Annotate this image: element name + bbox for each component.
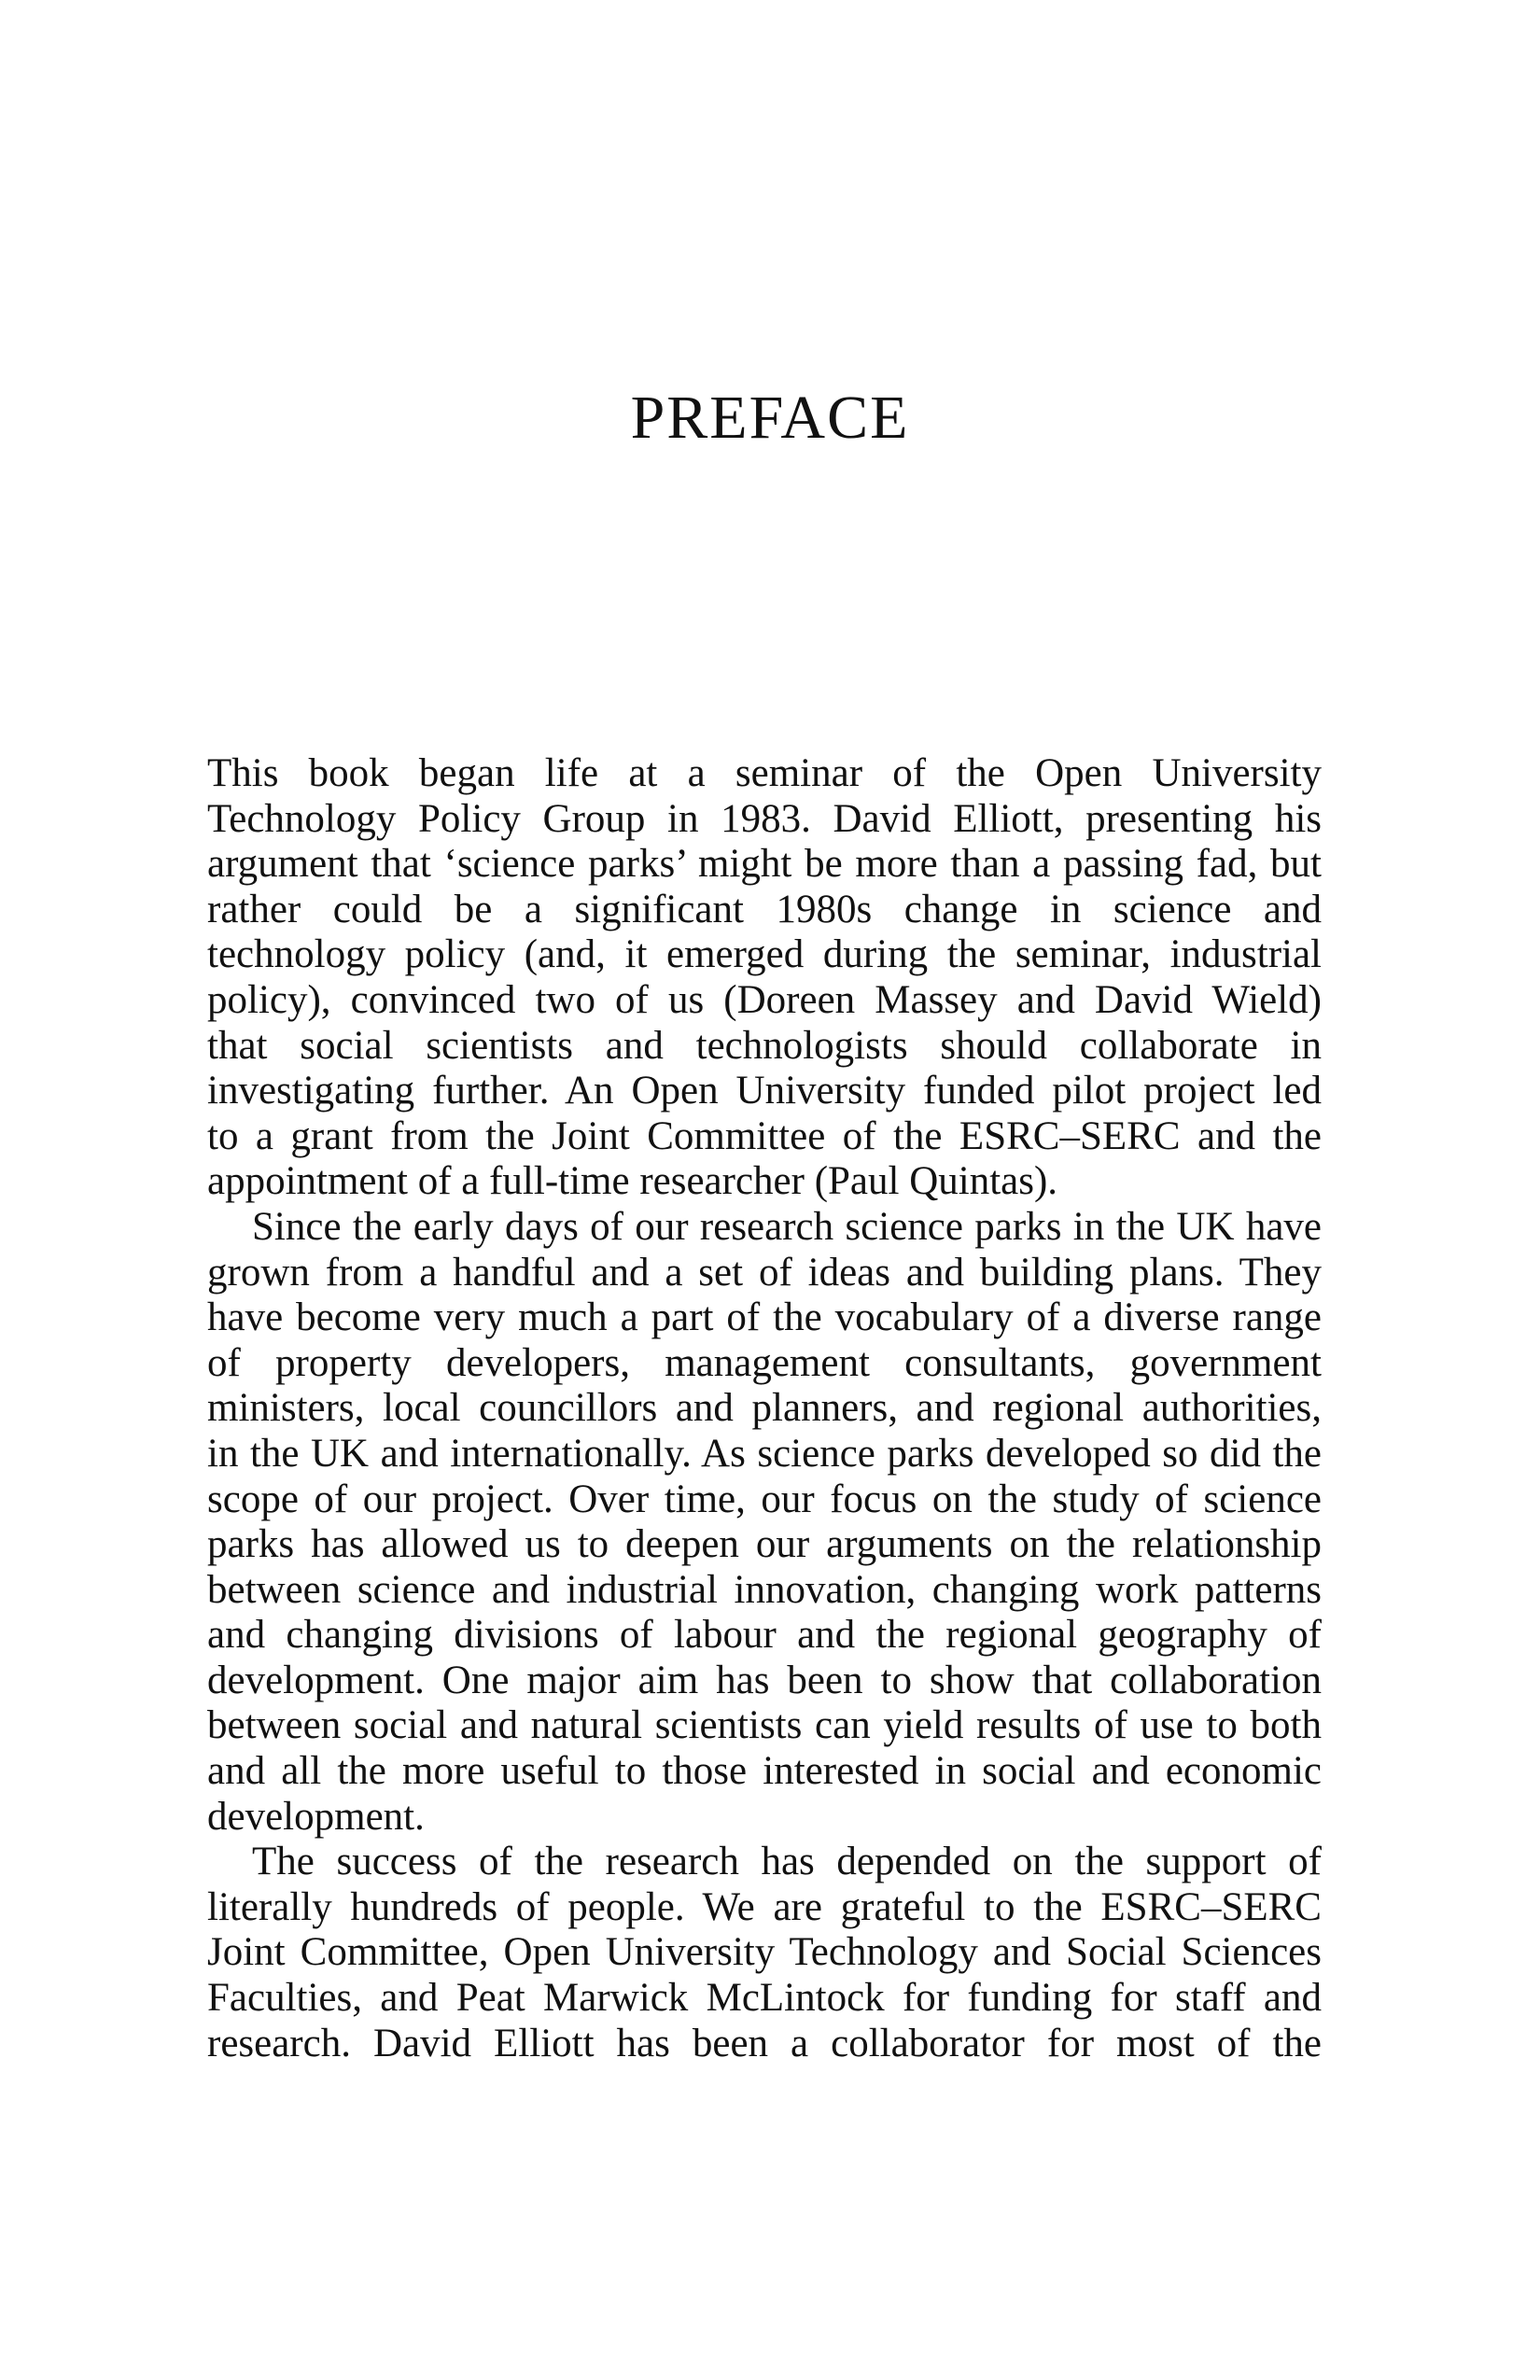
paragraph-3-line-1: The success of the research has depended on the support of <box>252 1840 1322 1884</box>
paragraph-3-line-4: Faculties, and Peat Marwick McLintock for funding for staff and <box>207 1976 1322 2021</box>
paragraph-2-line-14: development. <box>207 1794 425 1839</box>
paragraph-2-line-9: between science and industrial innovation, changing work patterns <box>207 1567 1322 1612</box>
paragraph-1-line-6: policy), convinced two of us (Doreen Massey and David Wield) <box>207 977 1322 1022</box>
paragraph-2-line-4: of property developers, management consultants, government <box>207 1340 1322 1385</box>
paragraph-2-line-1: Since the early days of our research science parks in the UK have <box>252 1204 1322 1249</box>
page-title: PREFACE <box>630 384 910 452</box>
paragraph-2-line-8: parks has allowed us to deepen our arguments on the relationship <box>207 1522 1322 1567</box>
paragraph-2-line-10: and changing divisions of labour and the regional geography of <box>207 1613 1322 1658</box>
paragraph-2-line-5: ministers, local councillors and planners, and regional authorities, <box>207 1386 1322 1431</box>
paragraph-1-line-4: rather could be a significant 1980s change in science and <box>207 887 1322 931</box>
paragraph-2-line-3: have become very much a part of the vocabulary of a diverse range <box>207 1295 1322 1340</box>
paragraph-1-line-8: investigating further. An Open University funded pilot project led <box>207 1069 1322 1113</box>
paragraph-2-line-2: grown from a handful and a set of ideas and building plans. They <box>207 1250 1322 1295</box>
paragraph-1-line-5: technology policy (and, it emerged during the seminar, industrial <box>207 932 1322 977</box>
paragraph-3-line-3: Joint Committee, Open University Technology and Social Sciences <box>207 1930 1322 1975</box>
paragraph-2-line-11: development. One major aim has been to show that collaboration <box>207 1658 1322 1702</box>
paragraph-2-line-13: and all the more useful to those interested in social and economic <box>207 1749 1322 1794</box>
paragraph-2-line-6: in the UK and internationally. As science parks developed so did the <box>207 1431 1322 1476</box>
paragraph-1-line-7: that social scientists and technologists should collaborate in <box>207 1023 1322 1068</box>
paragraph-3-line-5: research. David Elliott has been a collaborator for most of the <box>207 2021 1322 2065</box>
paragraph-2-line-12: between social and natural scientists can yield results of use to both <box>207 1703 1322 1748</box>
paragraph-1-line-1: This book began life at a seminar of the Open University <box>207 751 1322 795</box>
paragraph-1-line-3: argument that ‘science parks’ might be more than a passing fad, but <box>207 842 1322 887</box>
paragraph-1-line-9: to a grant from the Joint Committee of the ESRC–SERC and the <box>207 1113 1322 1158</box>
paragraph-3-line-2: literally hundreds of people. We are grateful to the ESRC–SERC <box>207 1884 1322 1929</box>
paragraph-2-line-7: scope of our project. Over time, our focus on the study of science <box>207 1477 1322 1521</box>
preface-body <box>207 751 1322 2066</box>
paragraph-1-line-10: appointment of a full-time researcher (Paul Quintas). <box>207 1159 1058 1204</box>
paragraph-1-line-2: Technology Policy Group in 1983. David Elliott, presenting his <box>207 796 1322 841</box>
